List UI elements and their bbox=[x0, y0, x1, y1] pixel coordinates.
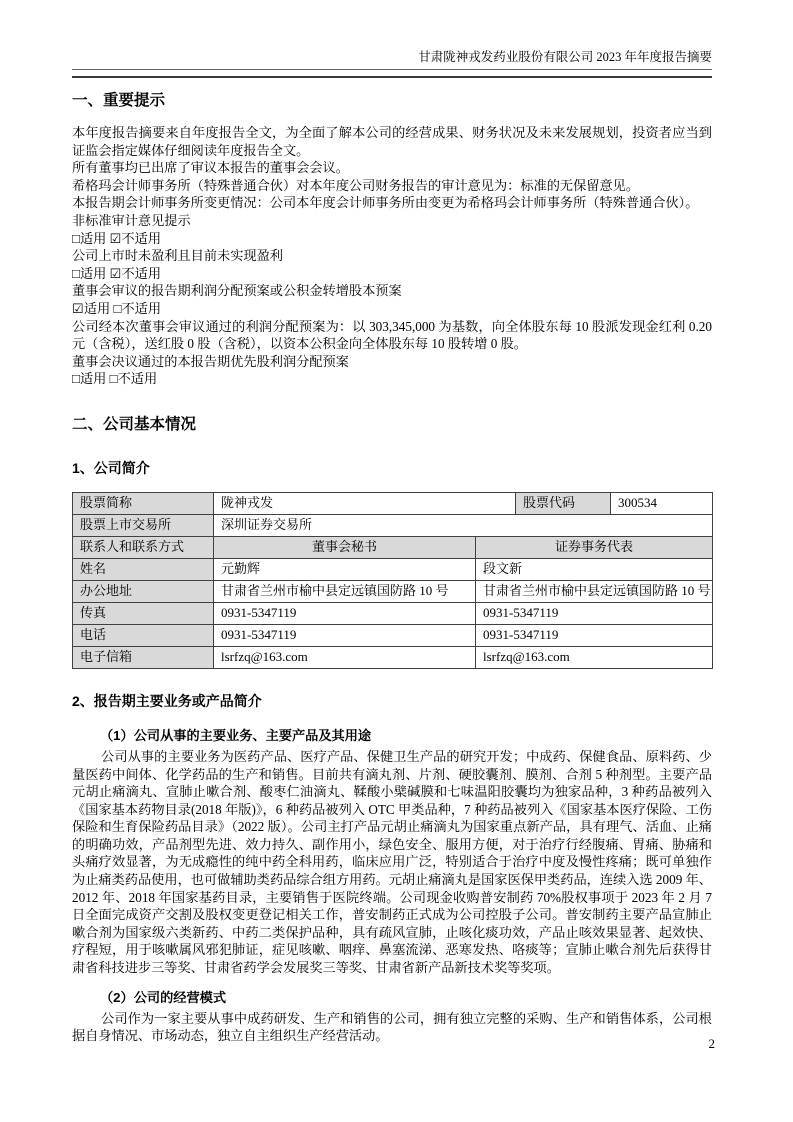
table-row-stock bbox=[73, 492, 713, 514]
notice-paragraph: 公司上市时未盈利且目前未实现盈利 bbox=[72, 248, 283, 264]
notice-paragraph: 董事会决议通过的本报告期优先股利润分配预案 bbox=[72, 353, 349, 369]
header-securities-rep: 证券事务代表 bbox=[476, 536, 713, 558]
label-fax: 传真 bbox=[73, 602, 214, 624]
table-row-address bbox=[73, 580, 713, 602]
label-phone: 电话 bbox=[73, 624, 214, 646]
label-stock-abbr: 股票简称 bbox=[73, 492, 214, 514]
checkbox-line-preferred-shares: □适用 □不适用 bbox=[72, 371, 158, 387]
subsection-title-business-overview: 2、报告期主要业务或产品简介 bbox=[72, 692, 262, 709]
checkbox-line-nonstandard-audit: □适用 ☑不适用 bbox=[72, 230, 162, 246]
notice-paragraph: 董事会审议的报告期利润分配预案或公积金转增股本预案 bbox=[72, 283, 402, 299]
checkbox-line-profit-distribution: ☑适用 □不适用 bbox=[72, 300, 162, 316]
value-secretary-email: lsrfzq@163.com bbox=[214, 646, 476, 668]
notice-paragraph: 所有董事均已出席了审议本报告的董事会会议。 bbox=[72, 160, 349, 176]
notice-paragraph: 希格玛会计师事务所（特殊普通合伙）对本年度公司财务报告的审计意见为：标准的无保留意见。 bbox=[72, 177, 640, 193]
label-name: 姓名 bbox=[73, 558, 214, 580]
notice-paragraph: 非标准审计意见提示 bbox=[72, 212, 191, 228]
value-stock-code: 300534 bbox=[611, 492, 713, 514]
profit-distribution-plan: 公司经本次董事会审议通过的利润分配预案为：以 303,345,000 为基数，向全体股东每 10 股派发现金红利 0.20 元（含税），送红股 0 股（含税），以资本公积金向全体股东每 10 股转增 0 股。 bbox=[72, 318, 712, 352]
value-secretary-phone: 0931-5347119 bbox=[214, 624, 476, 646]
table-row-fax bbox=[73, 602, 713, 624]
subsection-title-company-profile: 1、公司简介 bbox=[72, 459, 150, 476]
header-board-secretary: 董事会秘书 bbox=[214, 536, 476, 558]
value-secretary-name: 元勤辉 bbox=[214, 558, 476, 580]
value-rep-email: lsrfzq@163.com bbox=[476, 646, 713, 668]
page-number: 2 bbox=[708, 1036, 715, 1051]
item-title-operating-model: （2）公司的经营模式 bbox=[100, 989, 227, 1005]
important-notice-block bbox=[72, 124, 712, 388]
section-title-important-notice: 一、重要提示 bbox=[72, 92, 166, 109]
table-row-phone bbox=[73, 624, 713, 646]
label-office-address: 办公地址 bbox=[73, 580, 214, 602]
company-profile-table bbox=[72, 492, 713, 669]
value-rep-phone: 0931-5347119 bbox=[476, 624, 713, 646]
main-business-paragraph: 公司从事的主要业务为医药产品、医疗产品、保健卫生产品的研究开发；中成药、保健食品、原料药、少量医药中间体、化学药品的生产和销售。目前共有滴丸剂、片剂、硬胶囊剂、膜剂、合剂 5 种剂型。主要产品元胡止痛滴丸、宣肺止嗽合剂、酸枣仁油滴丸、鞣酸小檗碱膜和七味温阳胶囊均为独家品种，3 种药品被列入《国家基本药物目录(2018 年版)》，6 种药品被列入 OTC 甲类品种，7 种药品被列入《国家基本医疗保险、工伤保险和生育保险药品目录》（2022 版）。公司主打产品元胡止痛滴丸为国家重点新产品，具有理气、活血、止痛的明确功效，产品剂型先进、效力持久、副作用小，绿色安全、服用方便，对于治疗行经腹痛、胃痛、胁痛和头痛疗效显著，为无成瘾性的纯中药全科用药，临床应用广泛，特别适合于治疗中度及慢性疼痛；既可单独作为止痛类药品使用，也可做辅助类药品综合组方用药。元胡止痛滴丸是国家医保甲类药品，连续入选 2009 年、2012 年、2018 年国家基药目录，主要销售于医院终端。公司现金收购普安制药 70%股权事项于 2023 年 2 月 7 日全面完成资产交割及股权变更登记相关工作，普安制药正式成为公司控股子公司。普安制药主要产品宣肺止嗽合剂为国家级六类新药、中药二类保护品种，具有疏风宣肺，止咳化痰功效，产品止咳效果显著、起效快、疗程短，用于咳嗽属风邪犯肺证，症见咳嗽、咽痒、鼻塞流涕、恶寒发热、咯痰等；宣肺止嗽合剂先后获得甘肃省科技进步三等奖、甘肃省药学会发展奖三等奖、甘肃省新产品新技术奖等奖项。 bbox=[72, 748, 712, 976]
operating-model-paragraph: 公司作为一家主要从事中成药研发、生产和销售的公司，拥有独立完整的采购、生产和销售体系，公司根据自身情况、市场动态，独立自主组织生产经营活动。 bbox=[72, 1010, 712, 1044]
checkbox-line-unprofitable: □适用 ☑不适用 bbox=[72, 265, 162, 281]
value-stock-abbr: 陇神戎发 bbox=[214, 492, 516, 514]
notice-paragraph: 本报告期会计师事务所变更情况：公司本年度会计师事务所由变更为希格玛会计师事务所（特殊普通合伙）。 bbox=[72, 195, 699, 211]
value-rep-address: 甘肃省兰州市榆中县定远镇国防路 10 号 bbox=[476, 580, 713, 602]
header-divider bbox=[72, 76, 712, 78]
document-header: 甘肃陇神戎发药业股份有限公司 2023 年年度报告摘要 bbox=[72, 50, 712, 70]
value-secretary-fax: 0931-5347119 bbox=[214, 602, 476, 624]
table-row-contacts-header bbox=[73, 536, 713, 558]
notice-paragraph: 本年度报告摘要来自年度报告全文，为全面了解本公司的经营成果、财务状况及未来发展规划，投资者应当到证监会指定媒体仔细阅读年度报告全文。 bbox=[72, 125, 712, 158]
table-row-exchange bbox=[73, 514, 713, 536]
section-title-company-basics: 二、公司基本情况 bbox=[72, 415, 197, 433]
item-title-main-business: （1）公司从事的主要业务、主要产品及其用途 bbox=[100, 727, 372, 743]
table-row-email bbox=[73, 646, 713, 668]
table-row-name bbox=[73, 558, 713, 580]
value-secretary-address: 甘肃省兰州市榆中县定远镇国防路 10 号 bbox=[214, 580, 476, 602]
label-exchange: 股票上市交易所 bbox=[73, 514, 214, 536]
label-contacts: 联系人和联系方式 bbox=[73, 536, 214, 558]
value-exchange: 深圳证券交易所 bbox=[214, 514, 713, 536]
value-rep-name: 段文新 bbox=[476, 558, 713, 580]
label-stock-code: 股票代码 bbox=[516, 492, 611, 514]
value-rep-fax: 0931-5347119 bbox=[476, 602, 713, 624]
label-email: 电子信箱 bbox=[73, 646, 214, 668]
